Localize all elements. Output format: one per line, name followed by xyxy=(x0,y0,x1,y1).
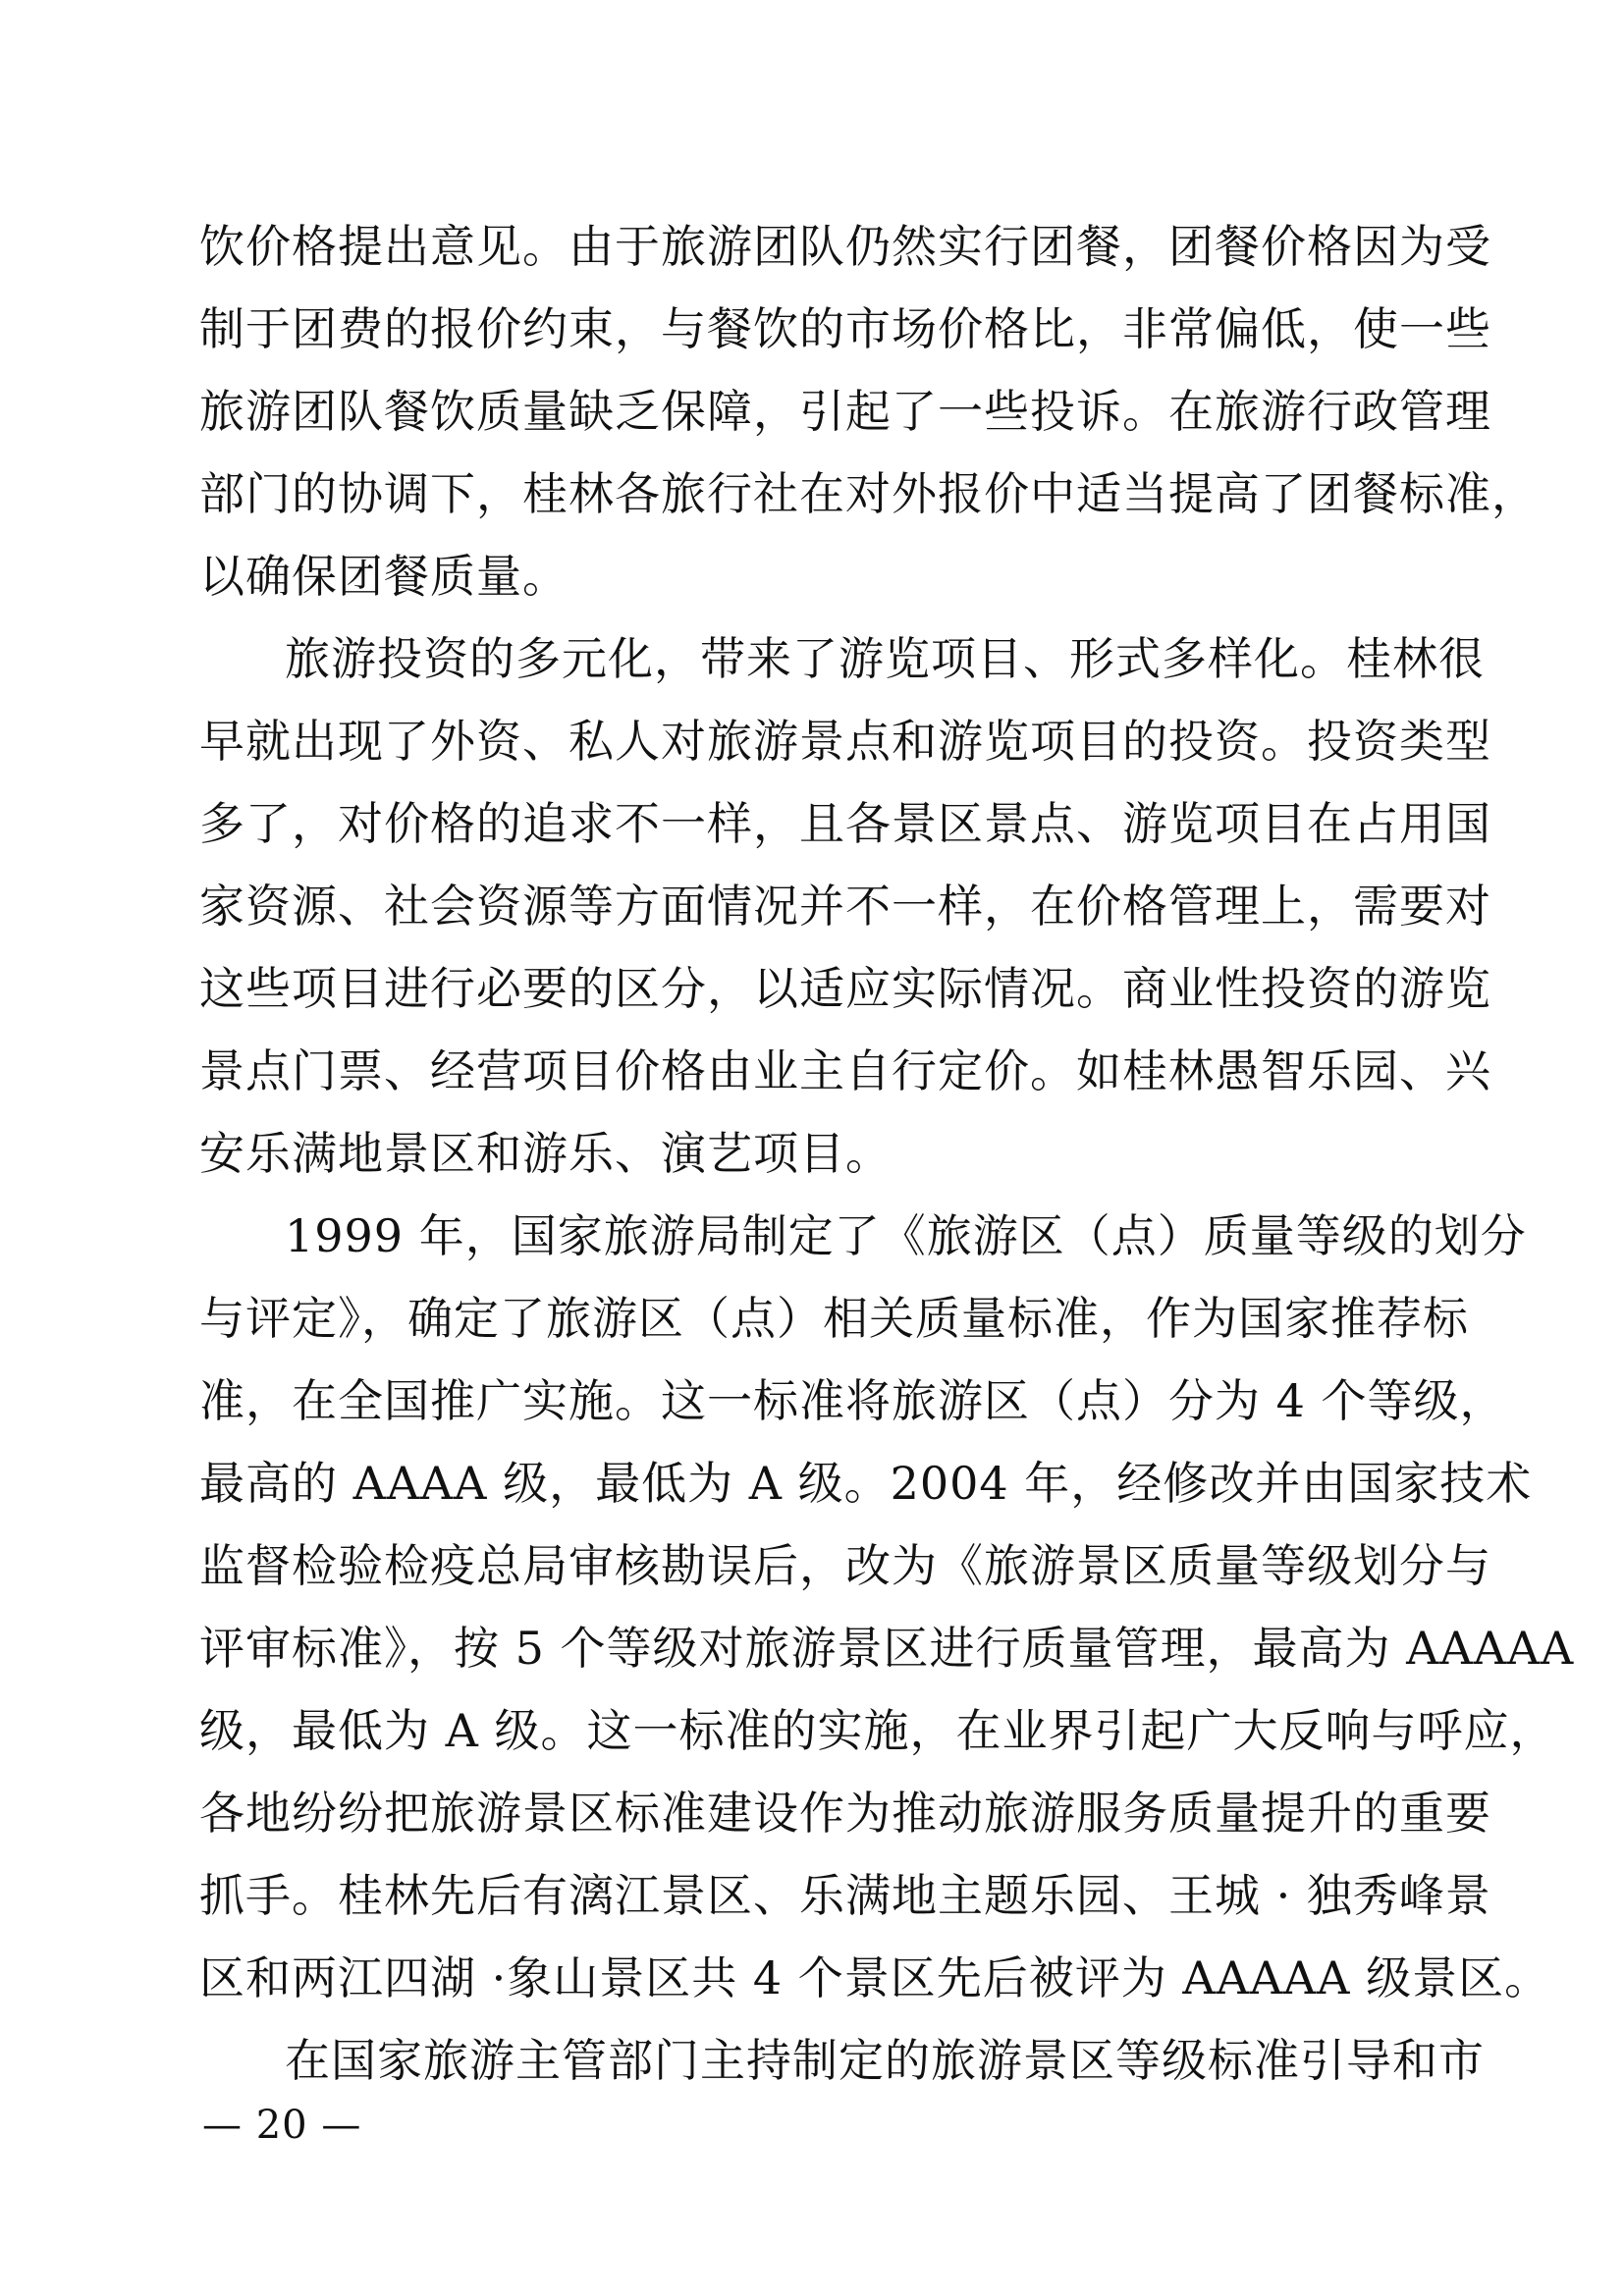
text-line: 旅游团队餐饮质量缺乏保障，引起了一些投诉。在旅游行政管理 xyxy=(199,385,1491,438)
text-line: 各地纷纷把旅游景区标准建设作为推动旅游服务质量提升的重要 xyxy=(199,1787,1491,1840)
text-line: 最高的 AAAA 级，最低为 A 级。2004 年，经修改并由国家技术 xyxy=(199,1457,1533,1510)
text-line: 家资源、社会资源等方面情况并不一样，在价格管理上，需要对 xyxy=(199,880,1491,933)
text-line: 与评定》，确定了旅游区（点）相关质量标准，作为国家推荐标 xyxy=(199,1292,1469,1345)
text-line: 这些项目进行必要的区分，以适应实际情况。商业性投资的游览 xyxy=(199,962,1491,1015)
text-line: 评审标准》，按 5 个等级对旅游景区进行质量管理，最高为 AAAAA xyxy=(199,1622,1575,1675)
text-line: 在国家旅游主管部门主持制定的旅游景区等级标准引导和市 xyxy=(285,2034,1485,2087)
text-line: 旅游投资的多元化，带来了游览项目、形式多样化。桂林很 xyxy=(285,632,1485,685)
page-number: — 20 — xyxy=(202,2103,362,2148)
text-line: 1999 年，国家旅游局制定了《旅游区（点）质量等级的划分 xyxy=(285,1209,1527,1262)
text-line: 景点门票、经营项目价格由业主自行定价。如桂林愚智乐园、兴 xyxy=(199,1044,1491,1097)
text-line: 制于团费的报价约束，与餐饮的市场价格比，非常偏低，使一些 xyxy=(199,302,1491,355)
text-line: 准，在全国推广实施。这一标准将旅游区（点）分为 4 个等级， xyxy=(199,1374,1506,1427)
text-line: 饮价格提出意见。由于旅游团队仍然实行团餐，团餐价格因为受 xyxy=(199,220,1491,273)
text-line: 部门的协调下，桂林各旅行社在对外报价中适当提高了团餐标准， xyxy=(199,467,1538,520)
text-line: 安乐满地景区和游乐、演艺项目。 xyxy=(199,1127,892,1180)
text-line: 以确保团餐质量。 xyxy=(199,550,568,603)
text-line: 区和两江四湖 ·象山景区共 4 个景区先后被评为 AAAAA 级景区。 xyxy=(199,1951,1551,2004)
text-line: 级，最低为 A 级。这一标准的实施，在业界引起广大反响与呼应， xyxy=(199,1704,1556,1757)
text-line: 监督检验检疫总局审核勘误后，改为《旅游景区质量等级划分与 xyxy=(199,1539,1491,1592)
text-line: 早就出现了外资、私人对旅游景点和游览项目的投资。投资类型 xyxy=(199,715,1491,768)
text-line: 多了，对价格的追求不一样，且各景区景点、游览项目在占用国 xyxy=(199,797,1491,850)
text-line: 抓手。桂林先后有漓江景区、乐满地主题乐园、王城 · 独秀峰景 xyxy=(199,1869,1491,1922)
